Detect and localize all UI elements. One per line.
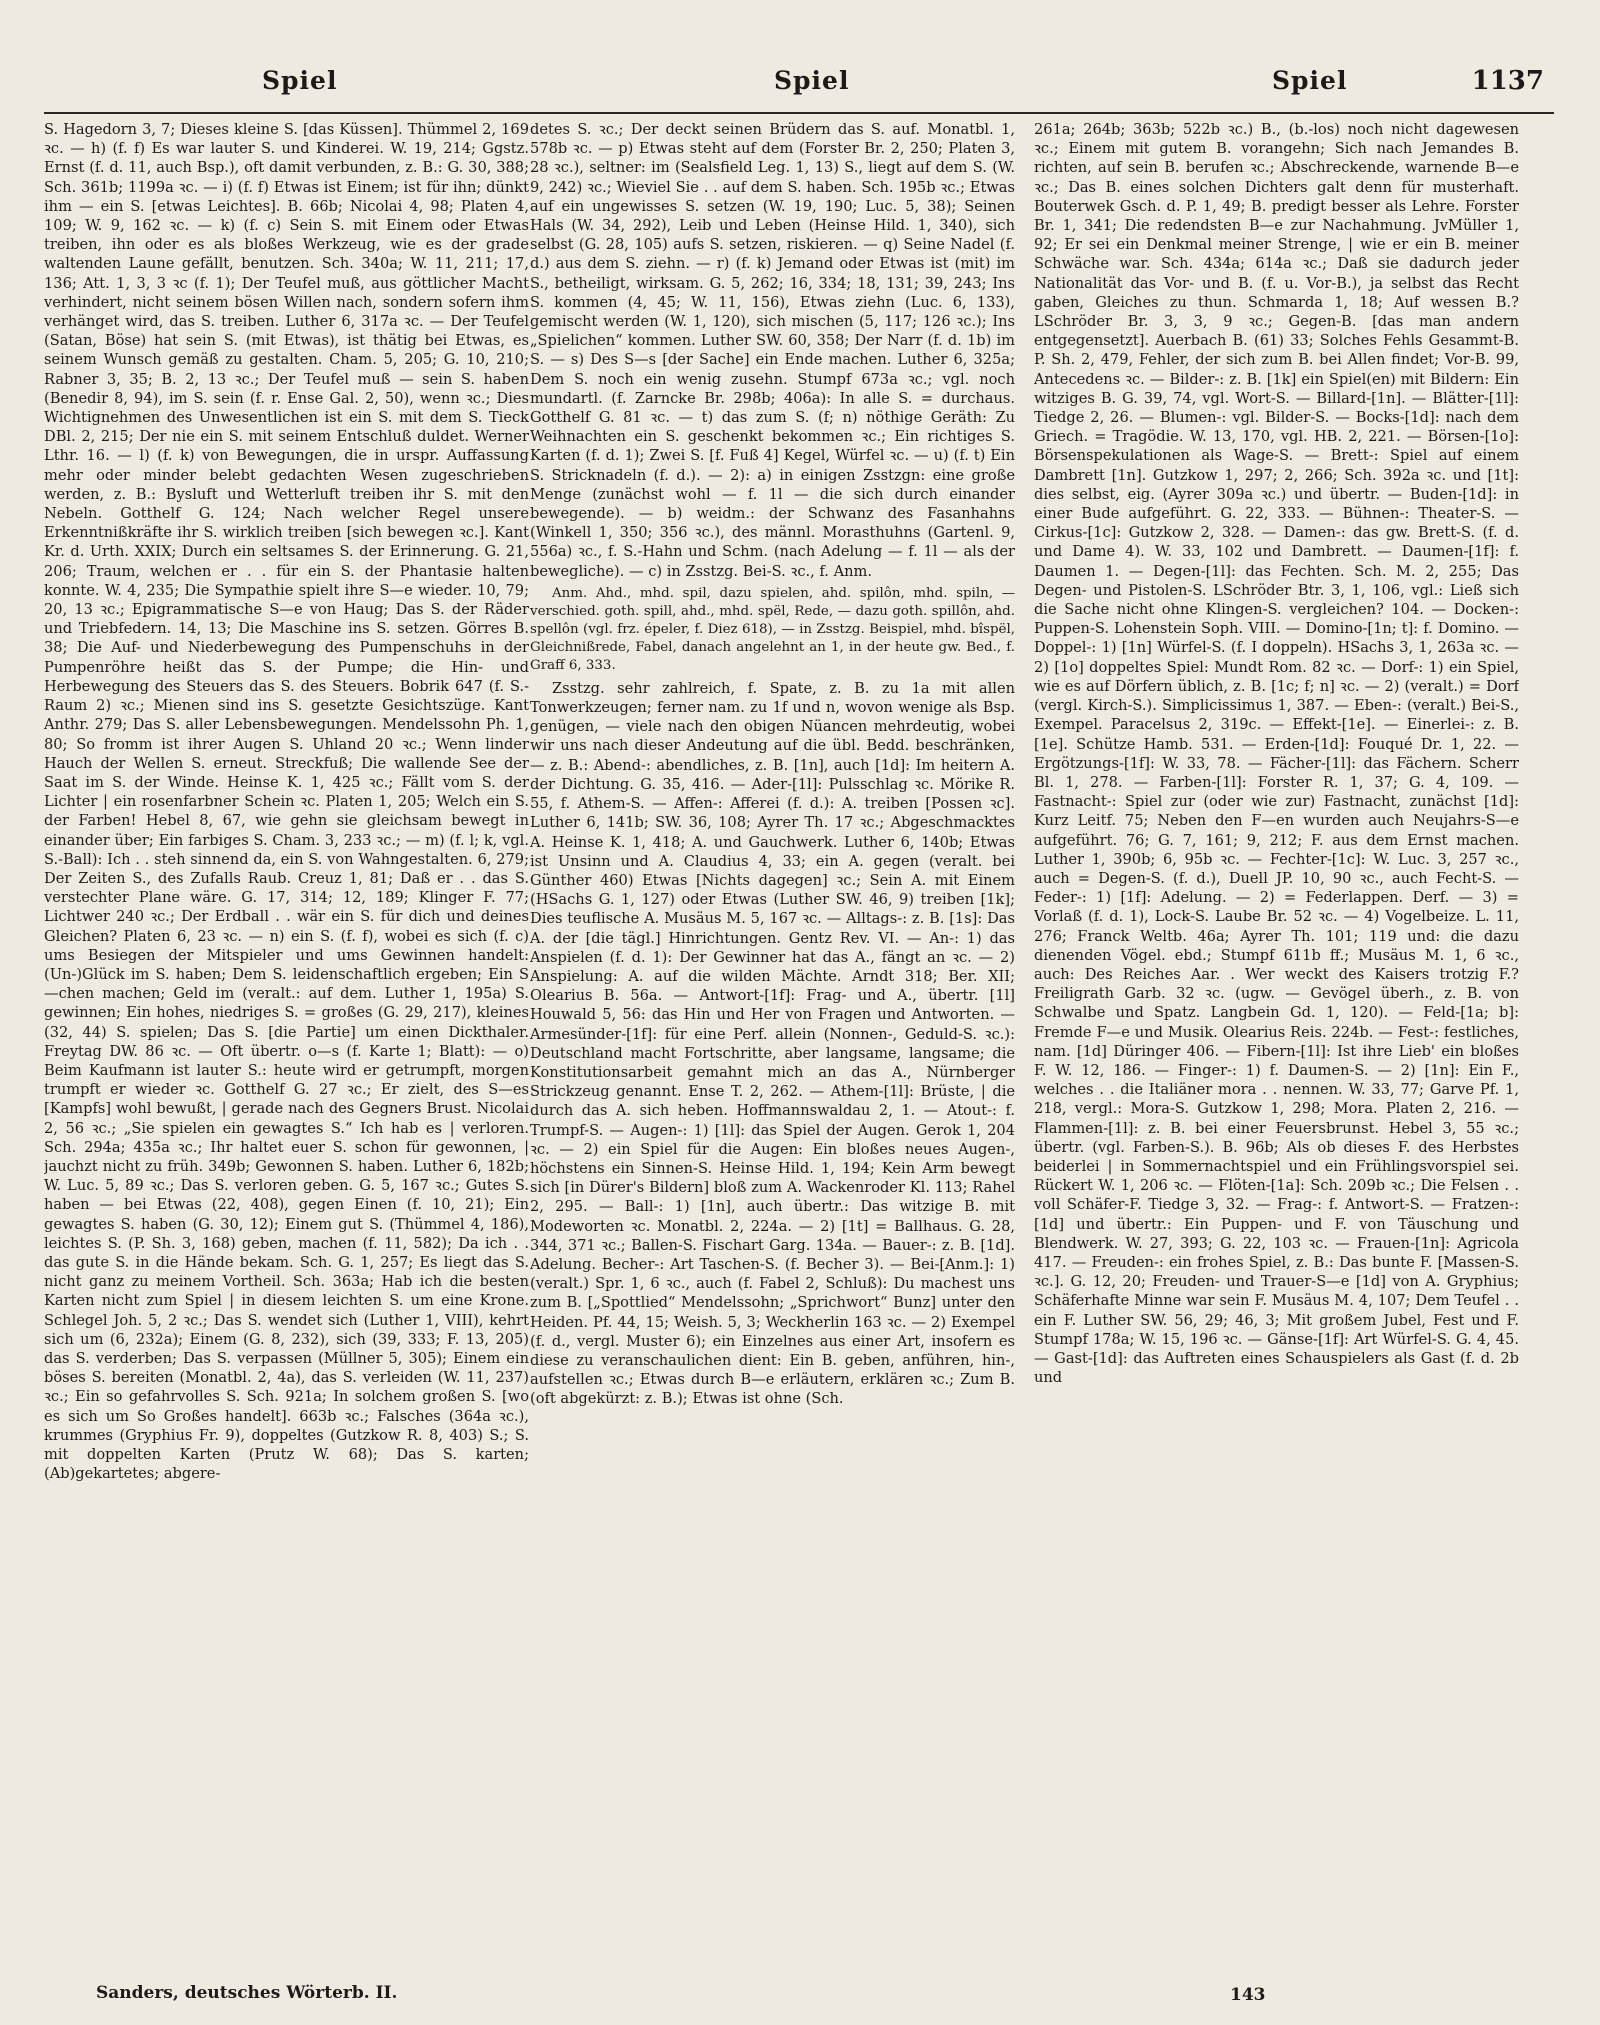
column-2 [530, 120, 1015, 1980]
column-1-text: S. Hagedorn 3, 7; Dieses kleine S. [das Küssen]. Thümmel 2, 169 ꝛc. — h) (f. f) Es war lauter S. und Kinderei. W. 19, 214; Ggstz. Ernst (f. d. 11, auch Bsp.), oft damit verbunden, z. B.: G. 30, 388; Sch. 361b; 1199a ꝛc. — i) (f. f) Etwas ist Einem; ist für ihn; dünkt ihm — ein S. [etwas Leichtes]. B. 66b; Nicolai 4, 98; Platen 4, 109; W. 9, 162 ꝛc. — k) (f. c) Sein S. mit Einem oder Etwas treiben, ihn oder es als bloßes Werkzeug, wie es der grade waltenden Laune gefällt, benutzen. Sch. 340a; W. 11, 211; 17, 136; Att. 1, 3, 3 ꝛc (f. 1); Der Teufel muß, aus göttlicher Macht verhindert, nicht seinem bösen Willen nach, sondern sofern ihm verhänget wird, das S. treiben. Luther 6, 317a ꝛc. — Der Teufel (Satan, Böse) hat sein S. (mit Etwas), ist thätig bei Etwas, es seinem Wunsch gemäß zu gestalten. Cham. 5, 205; G. 10, 210; Rabner 3, 35; B. 2, 13 ꝛc.; Der Teufel muß — sein S. haben (Benedir 8, 94), im S. sein (f. r. Ense Gal. 2, 50), wenn ꝛc.; Dies Wichtignehmen des Unwesentlichen ist ein S. mit dem S. Tieck DBl. 2, 215; Der nie ein S. mit seinem Entschluß duldet. Werner Lthr. 16. — l) (f. k) von Bewegungen, die in urspr. Auffassung mehr oder minder belebt gedachten Wesen zugeschrieben werden, z. B.: Bysluft und Wetterluft treiben ihr S. mit den Nebeln. Gotthelf G. 124; Nach welcher Regel unsere Erkenntnißkräfte ihr S. wirklich treiben [sich bewegen ꝛc.]. Kant Kr. d. Urth. XXIX; Durch ein seltsames S. der Erinnerung. G. 21, 206; Traum, welchen er . . für ein S. der Phantasie halten konnte. W. 4, 235; Die Sympathie spielt ihre S—e wieder. 10, 79; 20, 13 ꝛc.; Epigrammatische S—e von Haug; Das S. der Räder und Triebfedern. 14, 13; Die Maschine ins S. setzen. Görres B. 38; Die Auf- und Niederbewegung des Pumpenschuhs in der Pumpenröhre heißt das S. der Pumpe; die Hin- und Herbewegung des Steuers das S. des Steuers. Bobrik 647 (f. S.-Raum 2) ꝛc.; Mienen sind ins S. gesetzte Gesichtszüge. Kant Anthr. 279; Das S. aller Lebensbewegungen. Mendelssohn Ph. 1, 80; So fromm ist ihrer Augen S. Uhland 20 ꝛc.; Wenn linder Hauch der Wellen S. erneut. Streckfuß; Die wallende See der Saat im S. der Winde. Heinse K. 1, 425 ꝛc.; Fällt vom S. der Lichter | ein rosenfarbner Schein ꝛc. Platen 1, 205; Welch ein S. der Farben! Hebel 8, 67, wie gehn sie gleichsam bewegt in einander über; Ein farbiges S. Cham. 3, 233 ꝛc.; — m) (f. l; k, vgl. S.-Ball): Ich . . steh sinnend da, ein S. von Wahngestalten. 6, 279; Der Zeiten S., des Zufalls Raub. Creuz 1, 81; Daß er . . das S. verstechter Plane wäre. G. 17, 314; 12, 189; Klinger F. 77; Lichtwer 240 ꝛc.; Der Erdball . . wär ein S. für dich und deines Gleichen? Platen 6, 23 ꝛc. — n) ein S. (f. f), wobei es sich (f. c) ums Besiegen der Mitspieler und ums Gewinnen handelt: (Un-)Glück im S. haben; Dem S. leidenschaftlich ergeben; Ein S—chen machen; Geld im (veralt.: auf dem. Luther 1, 195a) S. gewinnen; Ein hohes, niedriges S. = großes (G. 29, 217), kleines (32, 44) S. spielen; Das S. [die Partie] um einen Dickthaler. Freytag DW. 86 ꝛc. — Oft übertr. o—s (f. Karte 1; Blatt): — o) Beim Kaufmann ist lauter S.: heute wird er getrumpft, morgen trumpft er wieder ꝛc. Gotthelf G. 27 ꝛc.; Er zielt, des S—es [Kampfs] wohl bewußt, | gerade nach des Gegners Brust. Nicolai 2, 56 ꝛc.; „Sie spielen ein gewagtes S.“ Ich hab es | verloren. Sch. 294a; 435a ꝛc.; Ihr haltet euer S. schon für gewonnen, | jauchzt nicht zu früh. 349b; Gewonnen S. haben. Luther 6, 182b; W. Luc. 5, 89 ꝛc.; Das S. verloren geben. G. 5, 167 ꝛc.; Gutes S. haben — bei Etwas (22, 408), gegen Einen (f. 10, 21); Ein gewagtes S. haben (G. 30, 12); Einem gut S. (Thümmel 4, 186), leichtes S. (P. Sh. 3, 168) geben, machen (f. 11, 582); Da ich . . das gute S. in die Hände bekam. Sch. G. 1, 257; Es liegt das S. nicht ganz zu meinem Vortheil. Sch. 363a; Hab ich die besten Karten nicht zum Spiel | in diesem leichten S. um eine Krone. Schlegel Joh. 5, 2 ꝛc.; Das S. wendet sich (Luther 1, VIII), kehrt sich um (6, 232a); Einem (G. 8, 232), sich (39, 333; F. 13, 205) das S. verderben; Das S. verpassen (Müllner 5, 305); Einem ein böses S. bereiten (Monatbl. 2, 4a), das S. verleiden (W. 11, 237) ꝛc.; Ein so gefahrvolles S. Sch. 921a; In solchem großen S. [wo es sich um So Großes handelt]. 663b ꝛc.; Falsches (364a ꝛc.), krummes (Gryphius Fr. 9), doppeltes (Gutzkow R. 8, 403) S.; S. mit doppelten Karten (Prutz W. 68); Das S. karten; (Ab)gekartetes; abgere- [44, 121, 529, 1483]
left-running-headword: Spiel [262, 66, 338, 95]
column-3 [1034, 120, 1519, 1980]
page-number: 1137 [1471, 66, 1544, 96]
header-rule [44, 112, 1554, 114]
column-1 [44, 120, 529, 1980]
footer-imprint: Sanders, deutsches Wörterb. II. [96, 1983, 398, 2003]
column-2-text: detes S. ꝛc.; Der deckt seinen Brüdern das S. auf. Monatbl. 1, 578b ꝛc. — p) Etwas steht auf dem (Forster Br. 2, 250; Platen 3, 28 ꝛc.), seltner: im (Sealsfield Leg. 1, 13) S., liegt auf dem S. (W. 9, 242) ꝛc.; Wieviel Sie . . auf dem S. haben. Sch. 195b ꝛc.; Etwas auf ein ungewisses S. setzen (W. 19, 190; Luc. 5, 38); Seinen Hals (W. 34, 292), Leib und Leben (Heinse Hild. 1, 340), sich selbst (G. 28, 105) aufs S. setzen, riskieren. — q) Seine Nadel (f. d.) aus dem S. ziehn. — r) (f. k) Jemand oder Etwas ist (mit) im S., betheiligt, wirksam. G. 5, 262; 16, 334; 18, 131; 39, 243; Ins S. kommen (4, 45; W. 11, 156), Etwas ziehn (Luc. 6, 133), gemischt werden (W. 1, 120), sich mischen (5, 117; 126 ꝛc.); Ins „Spielichen“ kommen. Luther SW. 60, 358; Der Narr (f. d. 1b) im S. — s) Des S—s [der Sache] ein Ende machen. Luther 6, 325a; Dem S. noch ein wenig zusehn. Stumpf 673a ꝛc.; vgl. noch mundartl. (f. Zarncke Br. 298b; 406a): In alle S. = durchaus. Gotthelf G. 81 ꝛc. — t) das zum S. (f; n) nöthige Geräth: Zu Weihnachten ein S. geschenkt bekommen ꝛc.; Ein richtiges S. Karten (f. d. 1); Zwei S. [f. Fuß 4] Kegel, Würfel ꝛc. — u) (f. t) Ein S. Stricknadeln (f. d.). — 2): a) in einigen Zsstzgn: eine große Menge (zunächst wohl — f. 1l — die sich durch einander bewegende). — b) weidm.: der Schwanz des Fasanhahns (Winkell 1, 350; 356 ꝛc.), des männl. Morasthuhns (Gartenl. 9, 556a) ꝛc., f. S.-Hahn und Schm. (nach Adelung — f. 1l — als der bewegliche). — c) in Zsstzg. Bei-S. ꝛc., f. Anm. [530, 121, 1015, 580]
right-running-headword: Spiel [1272, 66, 1348, 95]
column-3-text: 261a; 264b; 363b; 522b ꝛc.) B., (b.-los) noch nicht dagewesen ꝛc.; Einem mit gutem B. vorangehn; Sich nach Jemandes B. richten, auf sein B. berufen ꝛc.; Abschreckende, warnende B—e ꝛc.; Das B. eines solchen Dichters galt denn für musterhaft. Bouterwek Gsch. d. P. 1, 49; B. predigt besser als Lehre. Forster Br. 1, 341; Die redendsten B—e zur Nachahmung. JvMüller 1, 92; Er sei ein Denkmal meiner Strenge, | wie er ein B. meiner Schwäche war. Sch. 434a; 614a ꝛc.; Daß sie dadurch jeder Nationalität das Vor- und B. (f. u. Vor-B.), ja selbst das Recht gaben, Gleiches zu thun. Schmarda 1, 18; Auf wessen B.? LSchröder Br. 3, 3, 9 ꝛc.; Gegen-B. [das man andern entgegensetzt]. Auerbach B. (61) 33; Solches Fehls Gesammt-B. P. Sh. 2, 479, Fehler, der sich zum B. bei Allen findet; Vor-B. 99, Antecedens ꝛc. — Bilder-: z. B. [1k] ein Spiel(en) mit Bildern: Ein witziges B. G. 39, 74, vgl. Wort-S. — Billard-[1n]. — Blätter-[1l]: Tiedge 2, 26. — Blumen-: vgl. Bilder-S. — Bocks-[1d]: nach dem Griech. = Tragödie. W. 13, 170, vgl. HB. 2, 221. — Börsen-[1o]: Börsenspekulationen als Wage-S. — Brett-: Spiel auf einem Dambrett [1n]. Gutzkow 1, 297; 2, 266; Sch. 392a ꝛc. und [1t]: dies selbst, eig. (Ayrer 309a ꝛc.) und übertr. — Buden-[1d]: in einer Bude aufgeführt. G. 22, 333. — Bühnen-: Theater-S. — Cirkus-[1c]: Gutzkow 2, 328. — Damen-: das gw. Brett-S. (f. d. und Dame 4). W. 33, 102 und Dambrett. — Daumen-[1f]: f. Daumen 1. — Degen-[1l]: das Fechten. Sch. M. 2, 255; Das Degen- und Pistolen-S. LSchröder Btr. 3, 1, 106, vgl.: Ließ sich die Sache nicht ohne Klingen-S. vergleichen? 104. — Docken-: Puppen-S. Lohenstein Soph. VIII. — Domino-[1n; t]: f. Domino. — Doppel-: 1) [1n] Würfel-S. (f. I doppeln). HSachs 3, 1, 263a ꝛc. — 2) [1o] doppeltes Spiel: Mundt Rom. 82 ꝛc. — Dorf-: 1) ein Spiel, wie es auf Dörfern üblich, z. B. [1c; f; n] ꝛc. — 2) (veralt.) = Dorf (vergl. Kirch-S.). Simplicissimus 1, 387. — Eben-: (veralt.) Bei-S., Exempel. Paracelsus 2, 319c. — Effekt-[1e]. — Einerlei-: z. B. [1e]. Schütze Hamb. 531. — Erden-[1d]: Fouqué Dr. 1, 22. — Ergötzungs-[1f]: W. 33, 78. — Fächer-[1l]: das Fächern. Scherr Bl. 1, 278. — Farben-[1l]: Forster R. 1, 37; G. 4, 109. — Fastnacht-: Spiel zur (oder wie zur) Fastnacht, zunächst [1d]: Kurz Leitf. 75; Neben den F—en wurden auch Neujahrs-S—e aufgeführt. 76; G. 7, 161; 9, 212; F. aus dem Ernst machen. Luther 1, 390b; 6, 95b ꝛc. — Fechter-[1c]: W. Luc. 3, 257 ꝛc., auch = Degen-S. (f. d.), Duell JP. 10, 90 ꝛc., auch Fecht-S. — Feder-: 1) [1f]: Adelung. — 2) = Federlappen. Derf. — 3) = Vorlaß (f. d. 1), Lock-S. Laube Br. 52 ꝛc. — 4) Vogelbeize. L. 11, 276; Franck Weltb. 46a; Ayrer Th. 101; 119 und: die dazu dienenden Vögel. ebd.; Stumpf 611b ff.; Musäus M. 1, 6 ꝛc., auch: Des Reiches Aar. . Wer weckt des Kaisers trotzig F.? Freiligrath Garb. 32 ꝛc. (ugw. — Gevögel überh., z. B. von Schwalbe und Spatz. Langbein Gd. 1, 120). — Feld-[1a; b]: Fremde F—e und Musik. Olearius Reis. 224b. — Fest-: festliches, nam. [1d] Düringer 406. — Fibern-[1l]: Ist ihre Lieb' ein bloßes F. W. 12, 186. — Finger-: 1) f. Daumen-S. — 2) [1n]: Ein F., welches . . die Italiäner mora . . nennen. W. 33, 77; Garve Pf. 1, 218, vergl.: Mora-S. Gutzkow 1, 298; Mora. Platen 2, 216. — Flammen-[1l]: z. B. bei einer Feuersbrunst. Hebel 3, 55 ꝛc.; übertr. (vgl. Farben-S.). B. 96b; Als ob dieses F. des Herbstes beiderlei | in Sommernachtspiel und ein Frühlingsvorspiel sei. Rückert W. 1, 206 ꝛc. — Flöten-[1a]: Sch. 209b ꝛc.; Die Felsen . . voll Schäfer-F. Tiedge 3, 32. — Frag-: f. Antwort-S. — Fratzen-: [1d] und übertr.: Ein Puppen- und F. von Täuschung und Blendwerk. W. 27, 393; G. 22, 103 ꝛc. — Frauen-[1n]: Agricola 417. — Freuden-: ein frohes Spiel, z. B.: Das bunte F. [Massen-S. ꝛc.]. G. 12, 20; Freuden- und Trauer-S—e [1d] von A. Gryphius; Schäferhafte Minne war sein F. Musäus M. 4, 107; Dem Teufel . . ein F. Luther SW. 56, 29; 46, 3; Mit großem Jubel, Fest und F. Stumpf 178a; W. 15, 196 ꝛc. — Gänse-[1f]: Art Würfel-S. G. 4, 45. — Gast-[1d]: das Auftreten eines Schauspielers als Gast (f. d. 2b und [1034, 121, 1519, 1387]
running-header [44, 66, 1544, 106]
etymology-note: Anm. Ahd., mhd. spil, dazu spielen, ahd. spilôn, mhd. spiln, — verschied. goth. spill, ahd., mhd. spël, Rede, — dazu goth. spillôn, ahd. spellôn (vgl. frz. épeler, f. Diez 618), — in Zsstzg. Beispiel, mhd. bîspël, Gleichnißrede, Fabel, danach angelehnt an 1, in der heute gw. Bed., f. Graff 6, 333. [530, 585, 1015, 673]
footer-signature: 143 [1230, 1985, 1266, 2005]
compounds-paragraph: Zsstzg. sehr zahlreich, f. Spate, z. B. zu 1a mit allen Tonwerkzeugen; ferner nam. zu 1f und n, wovon wenige als Bsp. genügen, — viele nach den obigen Nüancen mehrdeutig, wobei wir uns nach dieser Andeutung auf die übl. Bedd. beschränken, — z. B.: Abend-: abendliches, z. B. [1n], auch [1d]: Im heitern A. der Dichtung. G. 35, 416. — Ader-[1l]: Pulsschlag ꝛc. Mörike R. 55, f. Athem-S. — Affen-: Afferei (f. d.): A. treiben [Possen ꝛc]. Luther 6, 141b; SW. 36, 108; Ayrer Th. 17 ꝛc.; Abgeschmacktes A. Heinse K. 1, 418; A. und Gauchwerk. Luther 6, 140b; Etwas ist Unsinn und A. Claudius 4, 33; ein A. gegen (veralt. bei Günther 460) Etwas [Nichts dagegen] ꝛc.; Sein A. mit Einem (HSachs G. 1, 127) oder Etwas (Luther SW. 46, 9) treiben [1k]; Dies teuflische A. Musäus M. 5, 167 ꝛc. — Alltags-: z. B. [1s]: Das A. der [die tägl.] Hinrichtungen. Gentz Rev. VI. — An-: 1) das Anspielen (f. d. 1): Der Gewinner hat das A., fängt an ꝛc. — 2) Anspielung: A. auf die wilden Mächte. Arndt 318; Ber. XII; Olearius B. 56a. — Antwort-[1f]: Frag- und A., übertr. [1l] Houwald 5, 56: das Hin und Her von Fragen und Antworten. — Armesünder-[1f]: für eine Perf. allein (Nonnen-, Geduld-S. ꝛc.): Deutschland macht Fortschritte, aber langsame, langsame; die Konstitutionsarbeit gemahnt mich an das A., Nürnberger Strickzeug genannt. Ense T. 2, 262. — Athem-[1l]: Brüste, | die durch das A. sich heben. Hoffmannswaldau 2, 1. — Atout-: f. Trumpf-S. — Augen-: 1) [1l]: das Spiel der Augen. Gerok 1, 204 ꝛc. — 2) ein Spiel für die Augen: Ein bloßes neues Augen-, höchstens ein Sinnen-S. Heinse Hild. 1, 194; Kein Arm bewegt sich [in Dürer's Bildern] bloß zum A. Wackenroder Kl. 113; Rahel 2, 295. — Ball-: 1) [1n], auch übertr.: Das witzige B. mit Modeworten ꝛc. Monatbl. 2, 224a. — 2) [1t] = Ballhaus. G. 28, 344, 371 ꝛc.; Ballen-S. Fischart Garg. 134a. — Bauer-: z. B. [1d]. Adelung. Becher-: Art Taschen-S. (f. Becher 3). — Bei-[Anm.]: 1) (veralt.) Spr. 1, 6 ꝛc., auch (f. Fabel 2, Schluß): Du machest uns zum B. [„Spottlied“ Mendelssohn; „Sprichwort“ Bunz] unter den Heiden. Pf. 44, 15; Weish. 5, 3; Weckherlin 163 ꝛc. — 2) Exempel (f. d., vergl. Muster 6); ein Einzelnes aus einer Art, insofern es diese zu veranschaulichen dient: Ein B. geben, anführen, hin-, aufstellen ꝛc.; Etwas durch B—e erläutern, erklären ꝛc.; Zum B. (oft abgekürzt: z. B.); Etwas ist ohne (Sch. [530, 679, 1015, 1408]
center-running-headword: Spiel [774, 66, 850, 95]
